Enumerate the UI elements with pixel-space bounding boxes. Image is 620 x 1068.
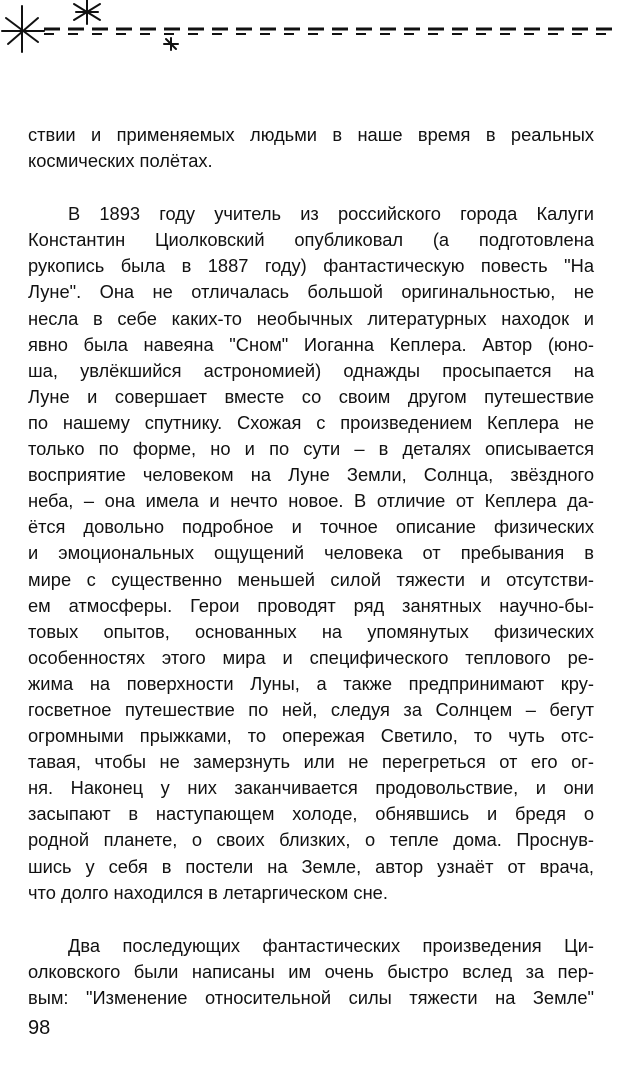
text-line: что долго находился в летаргическом сне. [28, 881, 388, 903]
text-line: шись у себя в постели на Земле, автор узнаёт от врача, [28, 855, 594, 877]
text-line: олковского были написаны им очень быстро вслед за пер- [28, 960, 594, 982]
text-line: ствии и применяемых людьми в наше время в реальных [28, 124, 594, 145]
text-line: Константин Циолковский опубликовал (а подготовлена [28, 229, 594, 251]
text-line: восприятие человеком на Луне Земли, Солнца, звёздного [28, 464, 594, 486]
text-line: огромными прыжками, то опережая Светило, то чуть отс- [28, 725, 594, 747]
text-line: рукопись была в 1887 году) фантастическую повесть "На [28, 255, 594, 277]
text-line: товых опытов, основанных на упомянутых физических [28, 620, 594, 642]
text-line: несла в себе каких-то необычных литературных находок и [28, 307, 594, 329]
header-ornament-icon [0, 0, 620, 60]
text-line: родной планете, о своих близких, о тепле дома. Проснув- [28, 829, 594, 851]
text-line: мире с существенно меньшей силой тяжести и отсутстви- [28, 568, 594, 590]
page-text [28, 122, 594, 1011]
text-line: особенностях этого мира и специфического теплового ре- [28, 646, 594, 668]
text-line: засыпают в наступающем холоде, обнявшись и бредя о [28, 803, 594, 825]
text-line: жима на поверхности Луны, а также предпринимают кру- [28, 672, 594, 694]
text-line: ня. Наконец у них заканчивается продовольствие, и они [28, 777, 594, 799]
text-line: явно была навеяна "Сном" Иоганна Кеплера. Автор (юно- [28, 333, 594, 355]
text-line: вым: "Изменение относительной силы тяжести на Земле" [28, 986, 594, 1008]
text-line: ша, увлёкшийся астрономией) однажды просыпается на [28, 359, 594, 381]
page-number: 98 [28, 1017, 51, 1039]
text-line: Два последующих фантастических произведения Ци- [68, 934, 594, 956]
text-line: по нашему спутнику. Схожая с произведением Кеплера не [28, 411, 594, 433]
text-line: и эмоциональных ощущений человека от пребывания в [28, 542, 594, 564]
text-line: ётся довольно подробное и точное описание физических [28, 516, 594, 538]
text-line: неба, – она имела и нечто новое. В отличие от Кеплера да- [28, 490, 594, 512]
paragraph [28, 933, 594, 1011]
text-line: космических полётах. [28, 150, 213, 172]
paragraph [28, 122, 594, 174]
text-line: Луне". Она не отличалась большой оригинальностью, не [28, 281, 594, 303]
text-line: только по форме, но и по сути – в деталях описывается [28, 438, 594, 460]
text-line: В 1893 году учитель из российского города Калуги [68, 203, 594, 225]
paragraph [28, 201, 594, 906]
text-line: Луне и совершает вместе со своим другом путешествие [28, 385, 594, 407]
text-line: тавая, чтобы не замерзнуть или не перегреться от его ог- [28, 751, 594, 773]
text-line: госветное путешествие по ней, следуя за Солнцем – бегут [28, 698, 594, 720]
text-line: ем атмосферы. Герои проводят ряд занятных научно-бы- [28, 594, 594, 616]
